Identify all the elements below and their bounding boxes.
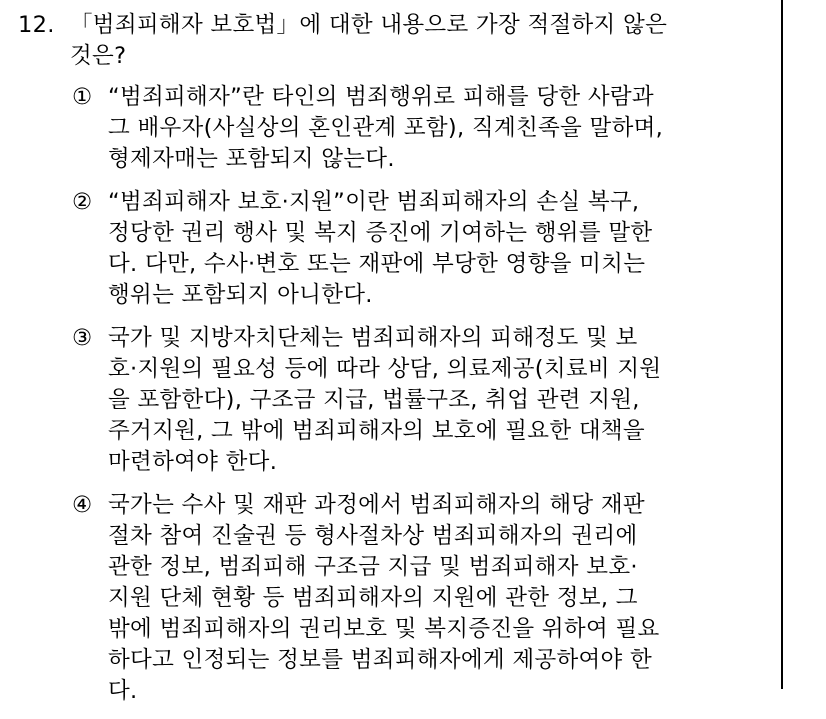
option-text-line: 행위는 포함되지 아니한다. [108, 282, 373, 308]
option-text [108, 187, 778, 311]
question-number: 12. [18, 12, 55, 38]
option-text-line: “범죄피해자”란 타인의 범죄행위로 피해를 당한 사람과 [108, 84, 654, 110]
question-text-line: 「범죄피해자 보호법」에 대한 내용으로 가장 적절하지 않은 [70, 12, 668, 38]
option-text-line: 절차 참여 진술권 등 형사절차상 범죄피해자의 권리에 [108, 523, 638, 549]
answer-option-4[interactable] [72, 490, 778, 707]
option-text-line: 을 포함한다), 구조금 지급, 법률구조, 취업 관련 지원, [108, 387, 640, 413]
option-text-line: 지원 단체 현황 등 범죄피해자의 지원에 관한 정보, 그 [108, 585, 638, 611]
option-marker: ② [72, 189, 93, 215]
option-text-line: 국가는 수사 및 재판 과정에서 범죄피해자의 해당 재판 [108, 492, 645, 518]
question-block [18, 10, 778, 719]
question-text [70, 10, 778, 72]
option-text-line: “범죄피해자 보호·지원”이란 범죄피해자의 손실 복구, [108, 189, 640, 215]
answer-option-1[interactable] [72, 82, 778, 175]
option-text [108, 323, 778, 478]
option-text-line: 정당한 권리 행사 및 복지 증진에 기여하는 행위를 말한 [108, 220, 653, 246]
answer-option-2[interactable] [72, 187, 778, 311]
question-text-line: 것은? [70, 43, 127, 69]
answer-options [72, 82, 778, 707]
option-text-line: 그 배우자(사실상의 혼인관계 포함), 직계친족을 말하며, [108, 115, 664, 141]
option-text-line: 국가 및 지방자치단체는 범죄피해자의 피해정도 및 보 [108, 325, 638, 351]
option-marker: ③ [72, 325, 93, 351]
option-marker: ④ [72, 492, 93, 518]
option-marker: ① [72, 84, 93, 110]
option-text-line: 다. [108, 678, 138, 704]
option-text-line: 관한 정보, 범죄피해 구조금 지급 및 범죄피해자 보호· [108, 554, 638, 580]
option-text-line: 다. 다만, 수사·변호 또는 재판에 부당한 영향을 미치는 [108, 251, 646, 277]
option-text-line: 하다고 인정되는 정보를 범죄피해자에게 제공하여야 한 [108, 647, 653, 673]
answer-option-3[interactable] [72, 323, 778, 478]
column-divider [781, 0, 783, 689]
question-stem [18, 10, 778, 72]
option-text [108, 82, 778, 175]
option-text-line: 형제자매는 포함되지 않는다. [108, 146, 395, 172]
option-text [108, 490, 778, 707]
option-text-line: 밖에 범죄피해자의 권리보호 및 복지증진을 위하여 필요 [108, 616, 660, 642]
option-text-line: 호·지원의 필요성 등에 따라 상담, 의료제공(치료비 지원 [108, 356, 662, 382]
option-text-line: 주거지원, 그 밖에 범죄피해자의 보호에 필요한 대책을 [108, 418, 645, 444]
option-text-line: 마련하여야 한다. [108, 449, 278, 475]
